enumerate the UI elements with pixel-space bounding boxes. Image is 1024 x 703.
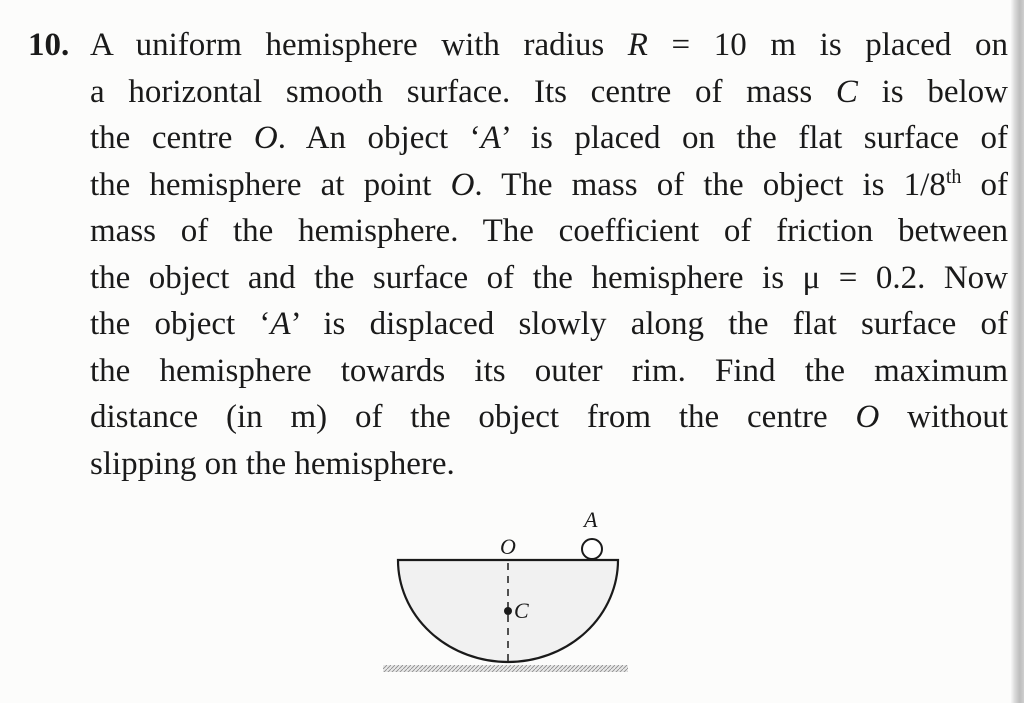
text-line xyxy=(90,301,1008,348)
math-symbol: R xyxy=(627,27,648,63)
text-line xyxy=(90,441,455,488)
text-span: ’ is displaced slowly along the flat surface of xyxy=(290,306,1008,342)
text-line xyxy=(90,115,1008,162)
text-line xyxy=(90,255,1008,302)
math-symbol: A xyxy=(270,306,291,342)
math-symbol: C xyxy=(835,73,858,110)
label-a: A xyxy=(584,507,598,532)
scan-edge-shadow xyxy=(1010,0,1024,703)
label-c: C xyxy=(514,598,529,623)
text-span: A uniform hemisphere with radius xyxy=(90,27,628,63)
text-span: the object ‘ xyxy=(90,306,271,342)
text-span: distance (in m) of the object from the centre xyxy=(90,399,856,435)
hemisphere-figure xyxy=(375,505,640,680)
text-line xyxy=(90,208,1008,255)
question-number: 10. xyxy=(28,27,70,63)
text-line xyxy=(90,69,1008,116)
text-span: the centre xyxy=(90,120,254,156)
math-symbol: O xyxy=(253,120,278,156)
math-symbol: O xyxy=(855,399,880,435)
text-span: the object and the surface of the hemisphere is μ = 0.2. Now xyxy=(90,259,1008,296)
hemisphere-diagram xyxy=(375,505,640,680)
text-span: . The mass of the object is 1/8 xyxy=(474,166,946,203)
text-line xyxy=(90,348,1008,395)
math-symbol: A xyxy=(480,120,501,156)
text-span: of xyxy=(961,166,1008,203)
text-line xyxy=(90,22,1008,69)
text-span: the hemisphere at point xyxy=(90,166,451,203)
superscript: th xyxy=(945,165,962,188)
text-span: without xyxy=(879,399,1009,435)
ground-surface xyxy=(383,665,628,672)
text-span: = 10 m is placed on xyxy=(647,27,1008,63)
center-of-mass-dot xyxy=(504,607,512,615)
text-span: a horizontal smooth surface. Its centre of mass xyxy=(90,73,836,110)
text-span: . An object ‘ xyxy=(277,120,481,156)
text-line xyxy=(90,162,1008,209)
text-span: mass of the hemisphere. The coefficient of friction between xyxy=(90,213,1008,249)
label-o: O xyxy=(500,534,516,559)
text-span: slipping on the hemisphere. xyxy=(90,445,455,482)
text-line xyxy=(90,394,1008,441)
math-symbol: O xyxy=(450,166,475,203)
text-span: the hemisphere towards its outer rim. Find the maximum xyxy=(90,352,1008,389)
object-a xyxy=(582,539,602,559)
text-span: is below xyxy=(857,73,1008,110)
text-span: ’ is placed on the flat surface of xyxy=(500,120,1008,156)
